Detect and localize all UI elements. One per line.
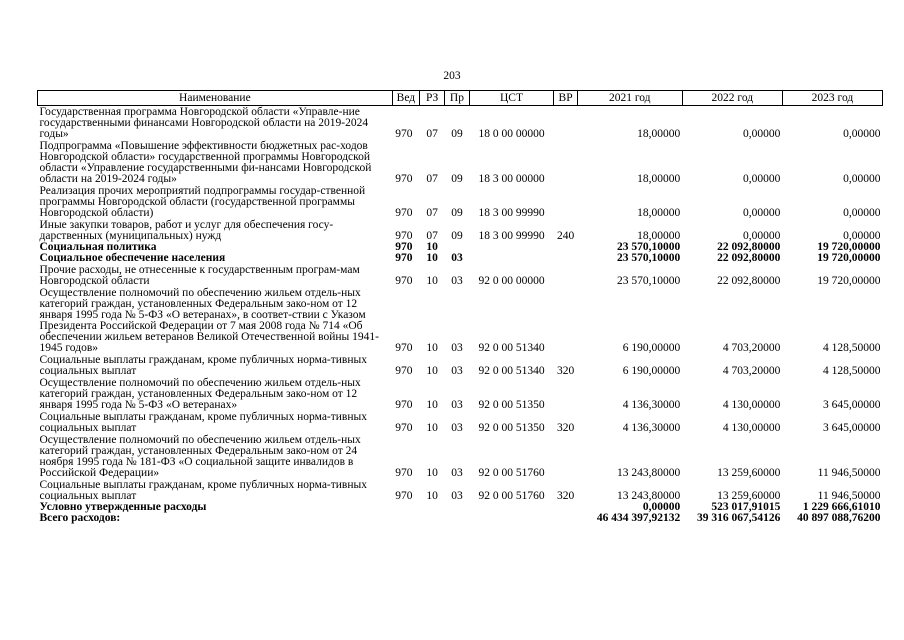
row-name: Осуществление полномочий по обеспечению жильем отдель-ных категорий граждан, установленных Федеральным зако-ном от 24 ноября 1995 года № 181-ФЗ «О социальной защите инвалидов в Российской Федерации»: [39, 434, 361, 479]
budget-table: [37, 90, 883, 524]
row-amount-2022: 22 092,80000: [717, 252, 781, 264]
row-pr: 03: [451, 467, 463, 479]
row-name: Социальная политика: [39, 241, 157, 253]
row-rz: 10: [426, 490, 438, 502]
table-row: [38, 287, 883, 354]
row-ved: 970: [395, 252, 413, 264]
row-amount-2021: 4 136,30000: [622, 399, 681, 411]
row-ved: [392, 513, 419, 524]
row-amount-2023: 0,00000: [843, 128, 881, 140]
row-name: Осуществление полномочий по обеспечению жильем отдель-ных категорий граждан, установленных Федеральным зако-ном от 12 января 1995 года № 5-ФЗ «О ветеранах», в соответ-ствии с Указом Президента Российской Федерации от 7 мая 2008 года № 714 «Об обеспечении жильем ветеранов Великой Отечественной войны 1941-1945 годов»: [39, 287, 379, 354]
row-name: Осуществление полномочий по обеспечению жильем отдель-ных категорий граждан, установленных Федеральным зако-ном от 12 января 1995 года № 5-ФЗ «О ветеранах»: [39, 377, 361, 411]
col-header-2021: 2021 год: [577, 91, 682, 106]
row-rz: 10: [426, 342, 438, 354]
row-rz: 07: [426, 128, 438, 140]
row-name: Условно утвержденные расходы: [39, 501, 207, 513]
row-vr: [554, 264, 577, 287]
row-name: Социальные выплаты гражданам, кроме публичных норма-тивных социальных выплат: [39, 411, 367, 434]
row-cst: 92 0 00 51350: [478, 399, 545, 411]
row-ved: 970: [395, 422, 413, 434]
row-amount-2021: 18,00000: [637, 207, 681, 219]
row-name: Всего расходов:: [39, 512, 121, 524]
row-cst: [469, 513, 554, 524]
row-rz: [420, 502, 445, 513]
col-header-pr: Пр: [445, 91, 469, 106]
row-amount-2023: 0,00000: [843, 207, 881, 219]
row-ved: 970: [395, 230, 413, 242]
row-amount-2022: 4 703,20000: [722, 342, 781, 354]
row-pr: [445, 513, 469, 524]
row-ved: 970: [395, 173, 413, 185]
table-row: [38, 479, 883, 502]
row-amount-2021: 18,00000: [637, 173, 681, 185]
row-amount-2021: 18,00000: [637, 230, 681, 242]
row-vr: [554, 140, 577, 185]
row-ved: 970: [395, 365, 413, 377]
row-amount-2021: 4 136,30000: [622, 422, 681, 434]
row-amount-2021: 23 570,10000: [617, 275, 681, 287]
row-amount-2022: 13 259,60000: [717, 490, 781, 502]
row-name: Социальные выплаты гражданам, кроме публичных норма-тивных социальных выплат: [39, 479, 367, 502]
col-header-2022: 2022 год: [682, 91, 782, 106]
col-header-vr: ВР: [554, 91, 577, 106]
col-header-cst: ЦСТ: [469, 91, 554, 106]
row-cst: 18 3 00 99990: [478, 207, 545, 219]
row-amount-2023: 19 720,00000: [817, 241, 881, 253]
row-rz: 10: [426, 275, 438, 287]
row-cst: 92 0 00 00000: [478, 275, 545, 287]
row-rz: 10: [426, 467, 438, 479]
row-pr: 03: [451, 490, 463, 502]
row-vr: [554, 287, 577, 354]
row-ved: 970: [395, 399, 413, 411]
table-row: [38, 377, 883, 411]
row-pr: 03: [451, 365, 463, 377]
row-cst: 92 0 00 51340: [478, 365, 545, 377]
row-amount-2023: 11 946,50000: [817, 467, 881, 479]
row-cst: 92 0 00 51760: [478, 490, 545, 502]
row-amount-2021: 0,00000: [642, 501, 681, 513]
table-body: [38, 106, 883, 525]
col-header-ved: Вед: [392, 91, 419, 106]
row-amount-2023: 4 128,50000: [823, 342, 881, 354]
row-amount-2022: 0,00000: [742, 207, 781, 219]
row-vr: [554, 185, 577, 219]
row-ved: 970: [395, 128, 413, 140]
row-vr: [554, 242, 577, 253]
row-amount-2023: 0,00000: [843, 230, 881, 242]
row-amount-2022: 0,00000: [742, 173, 781, 185]
row-amount-2022: 13 259,60000: [717, 467, 781, 479]
row-name: Прочие расходы, не отнесенные к государственным програм-мам Новгородской области: [39, 264, 360, 287]
table-row: [38, 411, 883, 434]
row-vr: 320: [556, 365, 575, 377]
table-row: [38, 434, 883, 479]
table-row: [38, 106, 883, 141]
row-ved: 970: [395, 207, 413, 219]
row-amount-2022: 4 130,00000: [722, 399, 781, 411]
table-row: [38, 354, 883, 377]
row-pr: 03: [451, 422, 463, 434]
row-amount-2023: 4 128,50000: [823, 365, 881, 377]
row-amount-2022: 22 092,80000: [717, 275, 781, 287]
row-cst: 92 0 00 51760: [478, 467, 545, 479]
row-pr: 03: [451, 399, 463, 411]
row-pr: 09: [451, 207, 463, 219]
row-cst: 18 0 00 00000: [478, 128, 545, 140]
row-ved: 970: [395, 342, 413, 354]
row-ved: 970: [395, 241, 413, 253]
row-amount-2022: 22 092,80000: [717, 241, 781, 253]
row-name: Реализация прочих мероприятий подпрограммы государ-ственной программы Новгородской области (государственной программы Новгородской области): [39, 185, 366, 219]
row-amount-2023: 19 720,00000: [817, 275, 881, 287]
row-ved: 970: [395, 490, 413, 502]
row-amount-2023: 19 720,00000: [817, 252, 881, 264]
page-number: 203: [443, 70, 461, 82]
table-row: [38, 264, 883, 287]
table-row: [38, 140, 883, 185]
row-ved: 970: [395, 467, 413, 479]
row-cst: 18 3 00 99990: [478, 230, 545, 242]
row-amount-2021: 6 190,00000: [622, 342, 681, 354]
row-pr: 09: [451, 230, 463, 242]
row-rz: 10: [426, 241, 438, 253]
row-ved: 970: [395, 275, 413, 287]
row-pr: 03: [451, 252, 463, 264]
row-amount-2022: 523 017,91015: [711, 501, 781, 513]
row-amount-2023: 40 897 088,76200: [797, 512, 881, 524]
row-amount-2021: 18,00000: [637, 128, 681, 140]
table-row: [38, 219, 883, 242]
row-vr: 240: [556, 230, 575, 242]
row-amount-2022: 0,00000: [742, 230, 781, 242]
row-cst: 92 0 00 51340: [478, 342, 545, 354]
row-amount-2022: 4 703,20000: [722, 365, 781, 377]
row-name: Социальное обеспечение населения: [39, 252, 226, 264]
row-amount-2022: 4 130,00000: [722, 422, 781, 434]
row-pr: 09: [451, 128, 463, 140]
row-amount-2022: 39 316 067,54126: [696, 512, 781, 524]
row-name: Подпрограмма «Повышение эффективности бюджетных рас-ходов Новгородской области» государственной программы Новгородской области «Управление государственными фи-нансами Новгородской области на 2019-2024 годы»: [39, 140, 372, 185]
row-vr: [554, 434, 577, 479]
row-ved: [392, 502, 419, 513]
row-amount-2021: 23 570,10000: [617, 241, 681, 253]
row-vr: [554, 513, 577, 524]
table-row: [38, 185, 883, 219]
row-amount-2021: 13 243,80000: [617, 467, 681, 479]
table-header-row: [38, 91, 883, 106]
row-rz: 10: [426, 252, 438, 264]
table-row: [38, 253, 883, 264]
row-amount-2021: 13 243,80000: [617, 490, 681, 502]
row-rz: 07: [426, 230, 438, 242]
row-cst: [469, 253, 554, 264]
row-amount-2021: 23 570,10000: [617, 252, 681, 264]
row-rz: [420, 513, 445, 524]
col-header-rz: РЗ: [420, 91, 445, 106]
row-vr: 320: [556, 422, 575, 434]
row-pr: 09: [451, 173, 463, 185]
row-name: Государственная программа Новгородской области «Управле-ние государственными финансами Новгородской области на 2019-2024 годы»: [39, 106, 369, 140]
row-amount-2021: 6 190,00000: [622, 365, 681, 377]
row-rz: 10: [426, 399, 438, 411]
row-amount-2022: 0,00000: [742, 128, 781, 140]
row-cst: [469, 502, 554, 513]
col-header-2023: 2023 год: [782, 91, 882, 106]
row-pr: [445, 502, 469, 513]
row-vr: [554, 106, 577, 141]
col-header-name: Наименование: [38, 91, 393, 106]
row-amount-2021: 46 434 397,92132: [596, 512, 681, 524]
row-rz: 10: [426, 365, 438, 377]
row-pr: 03: [451, 342, 463, 354]
row-amount-2023: 3 645,00000: [823, 422, 881, 434]
row-rz: 07: [426, 207, 438, 219]
table-row: [38, 513, 883, 524]
row-name: Социальные выплаты гражданам, кроме публичных норма-тивных социальных выплат: [39, 354, 367, 377]
row-vr: [554, 377, 577, 411]
row-name: Иные закупки товаров, работ и услуг для обеспечения госу-дарственных (муниципальных) нужд: [39, 219, 334, 242]
row-rz: 07: [426, 173, 438, 185]
row-cst: [469, 242, 554, 253]
row-vr: 320: [556, 490, 575, 502]
row-cst: 18 3 00 00000: [478, 173, 545, 185]
row-vr: [554, 502, 577, 513]
row-vr: [554, 253, 577, 264]
row-rz: 10: [426, 422, 438, 434]
row-amount-2023: 11 946,50000: [817, 490, 881, 502]
row-amount-2023: 1 229 666,61010: [802, 501, 881, 513]
row-pr: 03: [451, 275, 463, 287]
row-amount-2023: 3 645,00000: [823, 399, 881, 411]
row-cst: 92 0 00 51350: [478, 422, 545, 434]
row-amount-2023: 0,00000: [843, 173, 881, 185]
